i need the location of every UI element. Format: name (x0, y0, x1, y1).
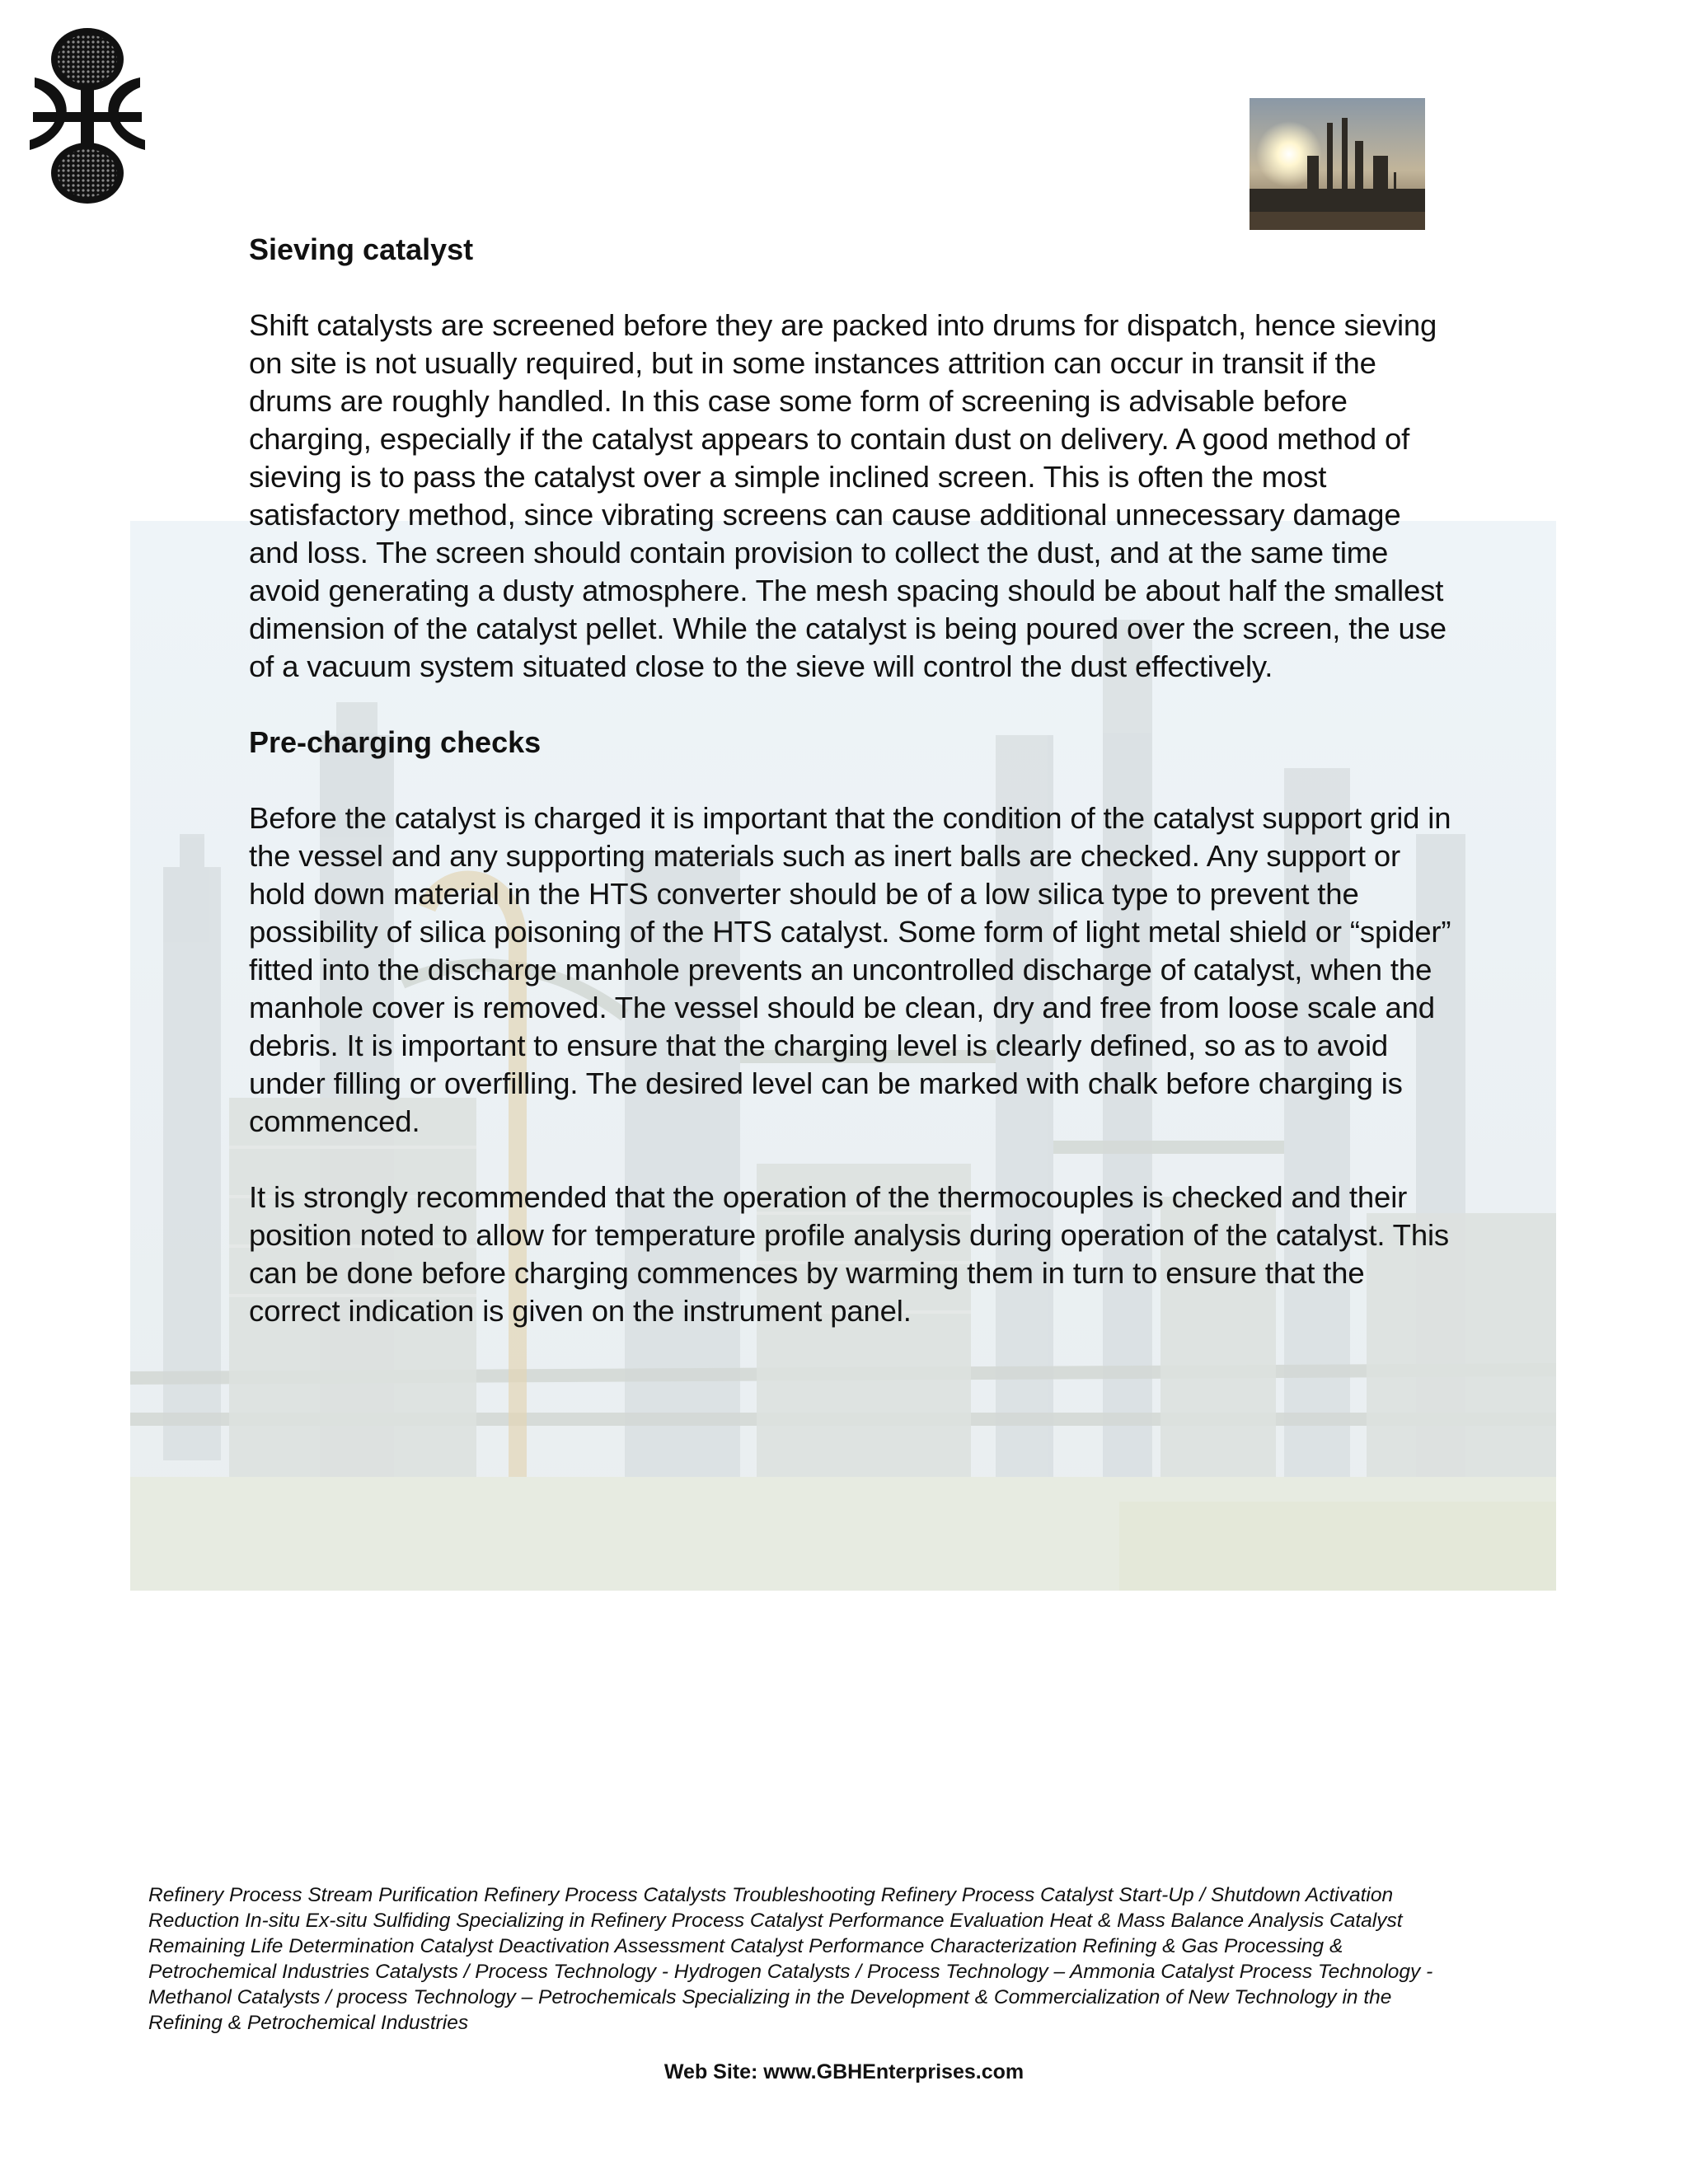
section-heading: Sieving catalyst (249, 232, 474, 266)
section-sieving-catalyst (249, 231, 1452, 686)
section-paragraph: Before the catalyst is charged it is important that the condition of the catalyst support grid in the vessel and any supporting materials such as inert balls are checked. Any support or hold down material in the HTS converter should be of a low silica type to prevent the possibility of silica poisoning of the HTS catalyst. Some form of light metal shield or “spider” fitted into the discharge manhole prevents an uncontrolled discharge of catalyst, when the manhole cover is removed. The vessel should be clean, dry and free from loose scale and debris. It is important to ensure that the charging level is clearly defined, so as to avoid under filling or overfilling. The desired level can be marked with chalk before charging is commenced. (249, 801, 1451, 1138)
section-pre-charging-checks (249, 724, 1452, 1330)
company-logo (26, 25, 148, 204)
section-heading: Pre-charging checks (249, 725, 542, 759)
footer-website: Web Site: www.GBHEnterprises.com (663, 2060, 1025, 2083)
refinery-sunset-photo (1250, 98, 1425, 230)
section-paragraph: It is strongly recommended that the operation of the thermocouples is checked and their position noted to allow for temperature profile analysis during operation of the catalyst. This can be done before charging commences by warming them in turn to ensure that the correct indication is given on the instrument panel. (249, 1180, 1450, 1328)
section-paragraph: Shift catalysts are screened before they are packed into drums for dispatch, hence sieving on site is not usually required, but in some instances attrition can occur in transit if the drums are roughly handled. In this case some form of screening is advisable before charging, especially if the catalyst appears to contain dust on delivery. A good method of sieving is to pass the catalyst over a simple inclined screen. This is often the most satisfactory method, since vibrating screens can cause additional unnecessary damage and loss. The screen should contain provision to collect the dust, and at the same time avoid generating a dusty atmosphere. The mesh spacing should be about half the smallest dimension of the catalyst pellet. While the catalyst is being poured over the screen, the use of a vacuum system situated close to the sieve will control the dust effectively. (249, 308, 1447, 683)
document-body (249, 231, 1452, 1368)
footer-services-text: Refinery Process Stream Purification Refinery Process Catalysts Troubleshooting Refinery Process Catalyst Start-Up / Shutdown Activation Reduction In-situ Ex-situ Sulfiding Specializing in Refinery Process Catalyst Performance Evaluation Heat & Mass Balance Analysis Catalyst Remaining Life Determination Catalyst Deactivation Assessment Catalyst Performance Characterization Refining & Gas Processing & Petrochemical Industries Catalysts / Process Technology - Hydrogen Catalysts / Process Technology – Ammonia Catalyst Process Technology - Methanol Catalysts / process Technology – Petrochemicals Specializing in the Development & Commercialization of New Technology in the Refining & Petrochemical Industries (148, 1884, 1433, 2034)
